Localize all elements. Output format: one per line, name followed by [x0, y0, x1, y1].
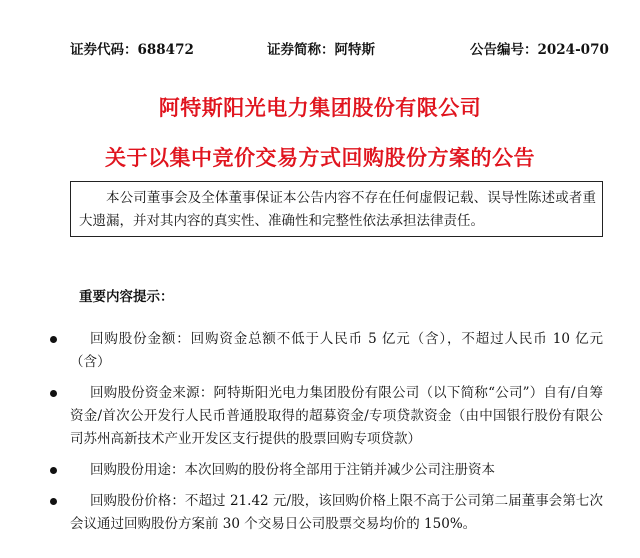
list-item: [70, 382, 603, 451]
bullet-icon: [50, 390, 57, 397]
stock-code: 证券代码：688472: [70, 42, 194, 58]
list-item: [70, 490, 603, 536]
list-item-text: 回购股份资金来源：阿特斯阳光电力集团股份有限公司（以下简称“公司”）自有/自筹资金/首次公开发行人民币普通股取得的超募资金/专项贷款资金（由中国银行股份有限公司苏州高新技术产业开发区支行提供的股票回购专项贷款）: [70, 385, 603, 447]
notice-title: 关于以集中竞价交易方式回购股份方案的公告: [105, 145, 535, 170]
stock-abbreviation: 证券简称：阿特斯: [267, 42, 375, 58]
list-item-text: 回购股份金额：回购资金总额不低于人民币 5 亿元（含），不超过人民币 10 亿元（含）: [70, 331, 603, 370]
company-title: 阿特斯阳光电力集团股份有限公司: [158, 95, 482, 120]
notice-number: 公告编号：2024-070: [470, 42, 609, 58]
notice-header: [70, 38, 635, 58]
list-item: [70, 459, 603, 482]
list-item-text: 回购股份价格：不超过 21.42 元/股，该回购价格上限不高于公司第二届董事会第七次会议通过回购股份方案前 30 个交易日公司股票交易均价的 150%。: [70, 493, 603, 532]
section-heading: 重要内容提示：: [79, 289, 174, 305]
bullet-icon: [50, 498, 57, 505]
board-statement-box: 本公司董事会及全体董事保证本公告内容不存在任何虚假记载、误导性陈述或者重大遗漏，并对其内容的真实性、准确性和完整性依法承担法律责任。: [70, 181, 603, 237]
bullet-icon: [50, 336, 57, 343]
key-points-list: [70, 328, 603, 544]
list-item-text: 回购股份用途：本次回购的股份将全部用于注销并减少公司注册资本: [90, 462, 495, 478]
bullet-icon: [50, 467, 57, 474]
list-item: [70, 328, 603, 374]
